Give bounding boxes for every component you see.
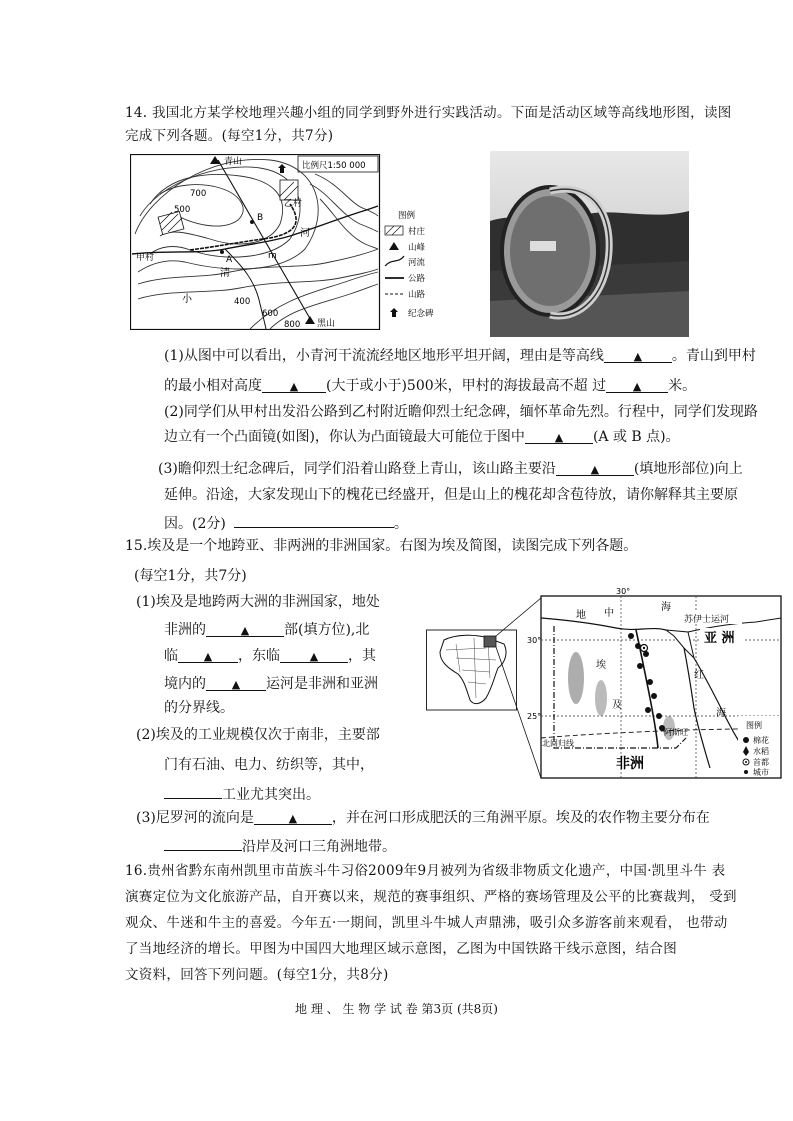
label-yi: 乙村 bbox=[284, 199, 303, 209]
contour-label-800: 800 bbox=[284, 320, 301, 330]
label-sea-zhong: 中 bbox=[604, 608, 614, 619]
q14-title-line2: 完成下列各题。(每空1分，共7分) bbox=[125, 128, 334, 144]
q15-s3-a bbox=[136, 808, 710, 828]
label-jia: 甲村 bbox=[136, 253, 155, 263]
blank-triangle-icon: ▲ bbox=[590, 463, 600, 476]
label-river-xiao: 小 bbox=[182, 294, 192, 305]
contour-map bbox=[130, 154, 472, 330]
q16-line1: 16.贵州省黔东南州凯里市苗族斗牛习俗2009年9月被列为省级非物质文化遗产，中国·凯里斗牛 表 bbox=[125, 863, 726, 879]
label-sea-di: 地 bbox=[576, 610, 586, 621]
label-suez: 苏伊士运河 bbox=[684, 615, 730, 625]
q14-s2-text-b: (A 或 B 点)。 bbox=[592, 429, 680, 445]
svg-text:城市: 城市 bbox=[753, 768, 769, 777]
q15-s3-a-text1: (3)尼罗河的流向是 bbox=[136, 810, 254, 826]
label-point-m: m bbox=[268, 251, 277, 261]
map-legend bbox=[385, 210, 434, 319]
map-scale: 比例尺1:50 000 bbox=[302, 161, 366, 171]
label-aswan: 阿斯旺 bbox=[664, 728, 688, 737]
svg-text:水稻: 水稻 bbox=[753, 747, 769, 756]
q15-s3-a-text2: ，并在河口形成肥沃的三角洲平原。埃及的农作物主要分布在 bbox=[331, 810, 710, 826]
contour-label-400: 400 bbox=[234, 297, 251, 307]
q14-s2-line1: (2)同学们从甲村出发沿公路到乙村附近瞻仰烈士纪念碑，缅怀革命先烈。行程中，同学们发现路 bbox=[164, 404, 758, 420]
q15-blank-3[interactable] bbox=[280, 646, 348, 663]
label-lat25: 25° bbox=[527, 712, 542, 721]
blank-triangle-icon: ▲ bbox=[288, 812, 298, 825]
contour-label-500: 500 bbox=[174, 205, 191, 215]
svg-text:棉花: 棉花 bbox=[753, 736, 769, 745]
blank-triangle-icon: ▲ bbox=[554, 431, 564, 444]
q14-blank-6[interactable] bbox=[234, 511, 394, 528]
blank-triangle-icon: ▲ bbox=[633, 350, 643, 363]
q15-title: 15.埃及是一个地跨亚、非两洲的非洲国家。右图为埃及简图，读图完成下列各题。 bbox=[125, 538, 638, 554]
q15-s1-b-text2: 部(填方位),北 bbox=[284, 622, 370, 638]
label-qingshan: 青山 bbox=[224, 157, 243, 167]
q14-s3-line3 bbox=[164, 511, 408, 534]
q14-s3-text-b: (填地形部位)向上 bbox=[633, 461, 743, 477]
convex-mirror-photo bbox=[490, 151, 689, 337]
q15-s2-b: 门有石油、电力、纺织等，其中， bbox=[164, 757, 374, 773]
village-yi-hatch bbox=[280, 180, 298, 200]
q15-s1-a: (1)埃及是地跨两大洲的非洲国家，地处 bbox=[136, 594, 380, 610]
q14-s1-text-e: 米。 bbox=[668, 378, 697, 394]
svg-text:河流: 河流 bbox=[408, 258, 426, 268]
q14-s1-line1 bbox=[164, 346, 756, 366]
q16-line4: 了当地经济的增长。甲图为中国四大地理区域示意图，乙图为中国铁路干线示意图，结合图 bbox=[125, 941, 677, 957]
q14-s3-text-a: (3)瞻仰烈士纪念碑后，同学们沿着山路登上青山，该山路主要沿 bbox=[158, 461, 556, 477]
q14-s1-text-c: 的最小相对高度 bbox=[164, 378, 262, 394]
q14-s2-text-a: 边立有一个凸面镜(如图)，你认为凸面镜最大可能位于图中 bbox=[164, 429, 525, 445]
label-point-b: B bbox=[257, 213, 264, 223]
svg-text:山峰: 山峰 bbox=[408, 243, 426, 253]
contour-label-700: 700 bbox=[190, 189, 207, 199]
q15-s1-c-text3: ，其 bbox=[348, 648, 376, 664]
label-heishan: 黑山 bbox=[317, 319, 336, 329]
q15-s1-d-text2: 运河是非洲和亚洲 bbox=[266, 676, 378, 692]
svg-text:图例: 图例 bbox=[746, 721, 762, 730]
blank-triangle-icon: ▲ bbox=[632, 380, 642, 393]
q15-s1-b bbox=[164, 620, 369, 640]
q15-s3-b bbox=[164, 834, 396, 857]
q14-blank-1[interactable] bbox=[604, 346, 672, 363]
svg-text:村庄: 村庄 bbox=[408, 227, 426, 237]
label-river-qing: 清 bbox=[220, 268, 230, 279]
q14-blank-5[interactable] bbox=[556, 459, 634, 476]
blank-triangle-icon: ▲ bbox=[240, 624, 250, 637]
label-point-a: A bbox=[226, 255, 233, 265]
q15-s3-b-text: 沿岸及河口三角洲地带。 bbox=[242, 839, 396, 855]
q16-line5: 文资料，回答下列问题。(每空1分，共8分) bbox=[125, 967, 389, 983]
label-red-hai: 海 bbox=[716, 708, 726, 719]
q15-blank-7[interactable] bbox=[164, 834, 242, 851]
q14-s1-line2 bbox=[164, 376, 696, 396]
q14-s3-line2: 延伸。沿途，大家发现山下的槐花已经盛开，但是山上的槐花却含苞待放，请你解释其主要原 bbox=[164, 487, 738, 503]
svg-text:图例: 图例 bbox=[398, 211, 416, 221]
q15-s1-d bbox=[164, 674, 378, 694]
label-tropic: 北回归线 bbox=[542, 739, 574, 748]
q15-blank-5[interactable] bbox=[164, 782, 222, 799]
page-footer: 地 理 、 生 物 学 试 卷 第3页 (共8页) bbox=[295, 1002, 498, 1016]
q15-s2-c bbox=[164, 782, 320, 805]
q15-s1-e: 的分界线。 bbox=[164, 700, 234, 716]
q14-s2-line2 bbox=[164, 427, 680, 447]
egypt-map bbox=[426, 588, 782, 784]
blank-triangle-icon: ▲ bbox=[289, 380, 299, 393]
label-river-he: 河 bbox=[300, 228, 310, 239]
q14-s1-text-d: (大于或小于)500米，甲村的海拔最高不超 过 bbox=[326, 378, 607, 394]
contour-label-600: 600 bbox=[262, 309, 279, 319]
blank-triangle-icon: ▲ bbox=[309, 650, 319, 663]
q14-s1-text-b: 。青山到甲村 bbox=[671, 348, 756, 364]
q15-s1-d-text1: 境内的 bbox=[164, 676, 206, 692]
q15-s1-c-text1: 临 bbox=[164, 648, 178, 664]
egypt-legend bbox=[738, 716, 780, 777]
label-asia: 亚 洲 bbox=[704, 631, 735, 646]
q14-s1-text-a: (1)从图中可以看出，小青河干流流经地区地形平坦开阔，理由是等高线 bbox=[164, 348, 604, 364]
label-sea-hai: 海 bbox=[661, 602, 671, 613]
blank-triangle-icon: ▲ bbox=[203, 650, 213, 663]
q14-s3-text-d: 。 bbox=[393, 516, 408, 532]
q16-line2: 演赛定位为文化旅游产品，自开赛以来，规范的赛事组织、严格的赛场管理及公平的比赛裁判， 受到 bbox=[125, 889, 737, 905]
q15-blank-1[interactable] bbox=[206, 620, 284, 637]
svg-text:山路: 山路 bbox=[408, 290, 426, 300]
q15-s2-a: (2)埃及的工业规模仅次于南非，主要部 bbox=[136, 727, 380, 743]
svg-text:纪念碑: 纪念碑 bbox=[408, 309, 434, 319]
q15-blank-4[interactable] bbox=[206, 674, 266, 691]
svg-text:公路: 公路 bbox=[408, 274, 426, 284]
q14-s3-line1 bbox=[158, 459, 743, 479]
q15-s2-c-text: 工业尤其突出。 bbox=[222, 787, 320, 803]
q16-line3: 观众、牛迷和牛主的喜爱。今年五·一期间，凯里斗牛城人声鼎沸，吸引众多游客前来观看， 也带动 bbox=[125, 915, 728, 931]
svg-text:首都: 首都 bbox=[753, 758, 769, 767]
q15-s1-c bbox=[164, 646, 376, 666]
q15-s1-c-text2: ，东临 bbox=[238, 648, 280, 664]
q14-title-line1: 14. 我国北方某学校地理兴趣小组的同学到野外进行实践活动。下面是活动区域等高线地形图，读图 bbox=[125, 105, 732, 121]
q14-s3-text-c: 因。(2分) bbox=[164, 516, 226, 532]
label-lon30: 30° bbox=[616, 588, 631, 596]
q15-s1-b-text1: 非洲的 bbox=[164, 622, 206, 638]
label-egypt-ji: 及 bbox=[612, 700, 622, 711]
label-africa: 非洲 bbox=[616, 756, 644, 772]
q15-blank-6[interactable] bbox=[254, 808, 332, 825]
q15-points: (每空1分，共7分) bbox=[134, 568, 247, 584]
blank-triangle-icon: ▲ bbox=[231, 678, 241, 691]
q14-blank-3[interactable] bbox=[606, 376, 668, 393]
label-egypt-ai: 埃 bbox=[596, 660, 606, 671]
q15-blank-2[interactable] bbox=[178, 646, 238, 663]
q14-blank-2[interactable] bbox=[262, 376, 326, 393]
q14-blank-4[interactable] bbox=[525, 427, 593, 444]
label-red: 红 bbox=[694, 670, 704, 681]
label-lat30: 30° bbox=[527, 636, 542, 645]
